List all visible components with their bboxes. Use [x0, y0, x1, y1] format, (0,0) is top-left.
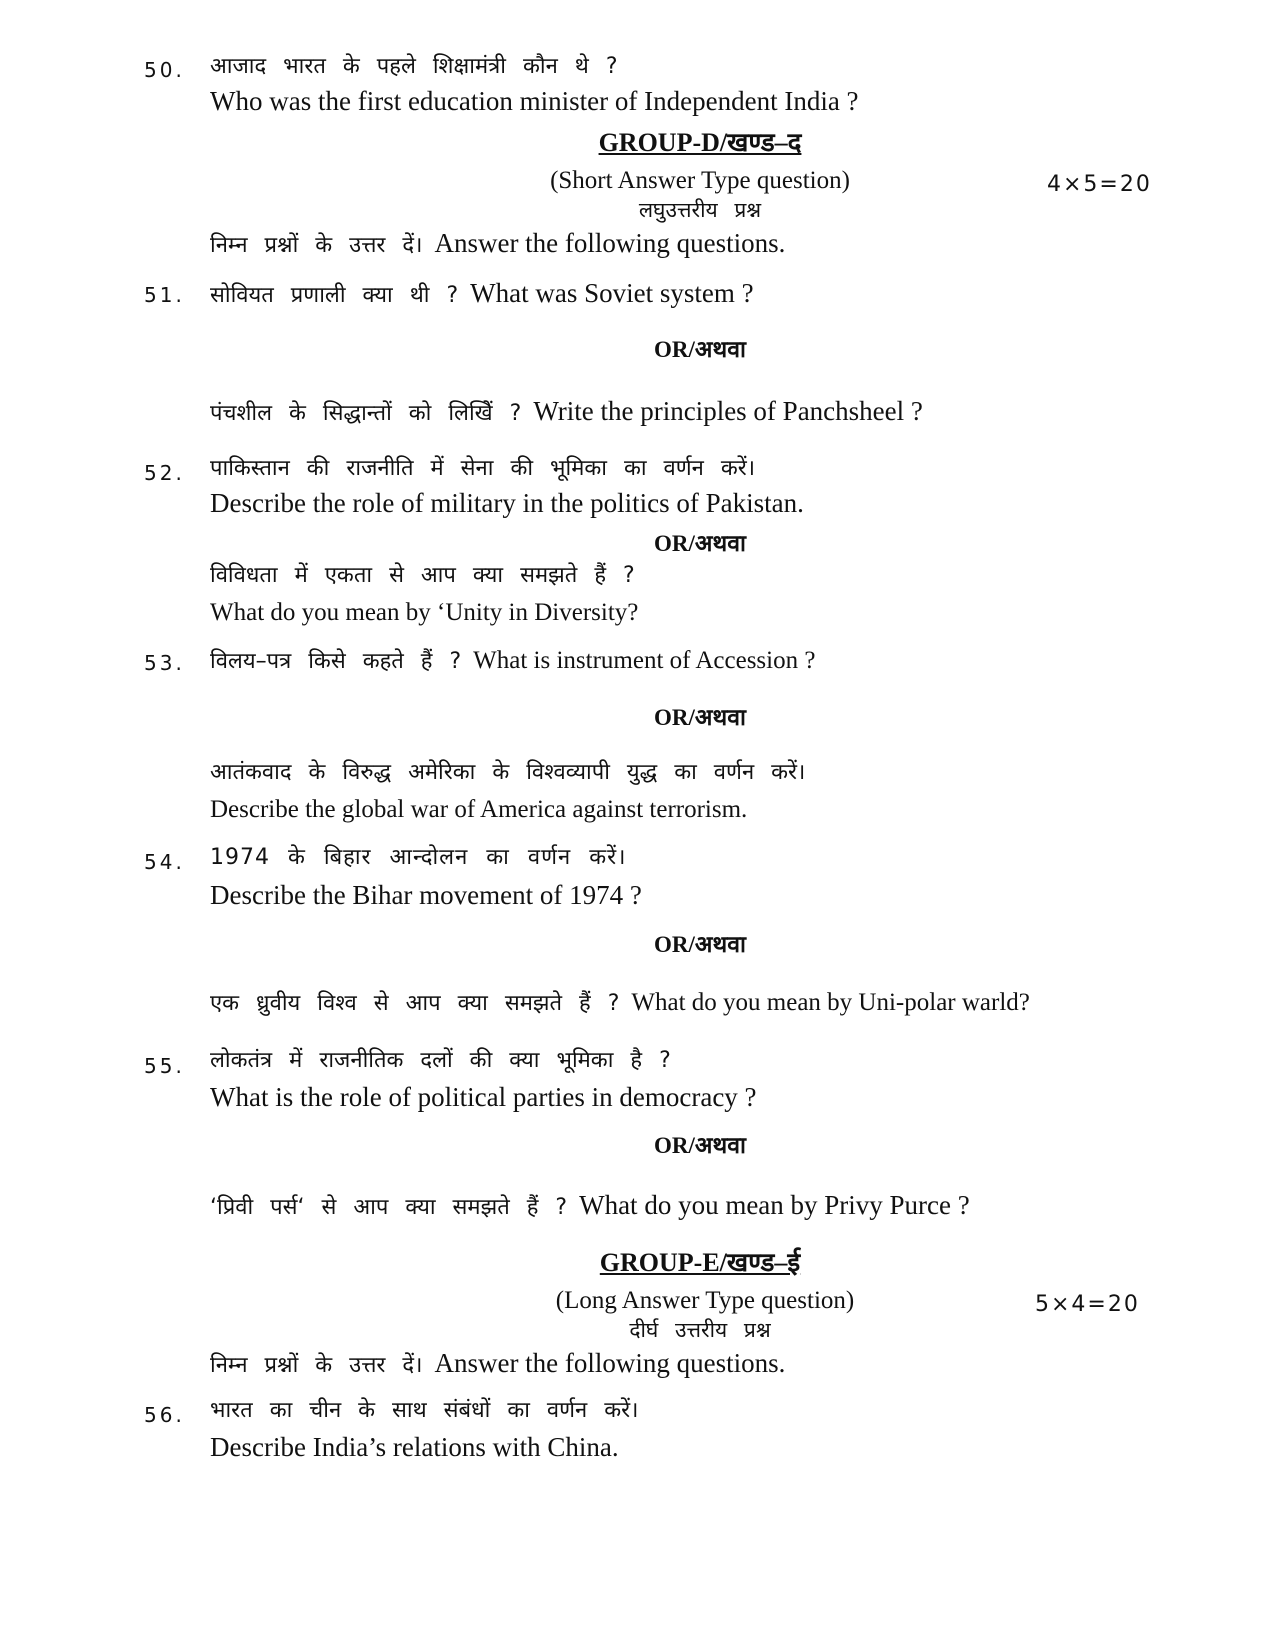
- question-50-hindi: आजाद भारत के पहले शिक्षामंत्री कौन थे ?: [210, 54, 618, 79]
- question-56-hindi: भारत का चीन के साथ संबंधों का वर्णन करें।: [210, 1398, 639, 1423]
- question-number-52: 52.: [144, 461, 185, 485]
- question-51-alternative: [210, 398, 923, 425]
- group-e-type-hindi: दीर्घ उत्तरीय प्रश्न: [629, 1318, 771, 1342]
- group-d-marks: 4×5=20: [1047, 172, 1152, 197]
- group-e-type: (Long Answer Type question): [555, 1287, 855, 1314]
- group-d-title: GROUP-D/खण्ड–द: [598, 128, 802, 157]
- group-e-instructions-english: Answer the following questions.: [434, 1348, 786, 1378]
- group-e-marks: 5×4=20: [1035, 1292, 1140, 1317]
- question-54-english: Describe the Bihar movement of 1974 ?: [210, 880, 642, 910]
- question-number-50: 50.: [144, 58, 185, 82]
- question-55-alternative: [210, 1192, 970, 1219]
- question-54-alt-english: What do you mean by Uni-polar warld?: [631, 989, 1030, 1016]
- question-52-alt-hindi: विविधता में एकता से आप क्या समझते हैं ?: [210, 563, 635, 588]
- or-label: OR/अथवा: [654, 932, 746, 957]
- question-55-hindi: लोकतंत्र में राजनीतिक दलों की क्या भूमिका है ?: [210, 1048, 671, 1073]
- question-53: [210, 648, 815, 673]
- or-label: OR/अथवा: [654, 1133, 746, 1158]
- group-d-instructions-hindi: निम्न प्रश्नों के उत्तर दें।: [210, 233, 423, 258]
- group-e-instructions-hindi: निम्न प्रश्नों के उत्तर दें।: [210, 1353, 423, 1378]
- question-52-alt-english: What do you mean by ‘Unity in Diversity?: [210, 599, 639, 626]
- or-label: OR/अथवा: [654, 531, 746, 556]
- group-d-instructions: [210, 230, 785, 257]
- question-55-alt-english: What do you mean by Privy Purce ?: [579, 1190, 970, 1220]
- question-53-alt-english: Describe the global war of America against terrorism.: [210, 796, 748, 823]
- question-54-alt-hindi: एक ध्रुवीय विश्व से आप क्या समझते हैं ?: [210, 991, 620, 1016]
- question-53-english: What is instrument of Accession ?: [473, 647, 816, 674]
- group-e-title: GROUP-E/खण्ड–ई: [599, 1248, 801, 1277]
- question-53-alt-hindi: आतंकवाद के विरुद्ध अमेरिका के विश्वव्यापी युद्ध का वर्णन करें।: [210, 760, 806, 785]
- question-52-english: Describe the role of military in the politics of Pakistan.: [210, 488, 804, 518]
- question-51-hindi: सोवियत प्रणाली क्या थी ?: [210, 283, 459, 308]
- question-number-54: 54.: [144, 850, 185, 874]
- question-55-alt-hindi: ‘प्रिवी पर्स‘ से आप क्या समझते हैं ?: [210, 1195, 568, 1220]
- question-56-english: Describe India’s relations with China.: [210, 1432, 619, 1462]
- group-d-instructions-english: Answer the following questions.: [434, 228, 786, 258]
- question-55-english: What is the role of political parties in democracy ?: [210, 1082, 757, 1112]
- question-51-alt-hindi: पंचशील के सिद्धान्तों को लिखिें ?: [210, 401, 522, 426]
- group-d-type: (Short Answer Type question): [550, 167, 850, 194]
- question-number-51: 51.: [144, 283, 185, 307]
- question-52-hindi: पाकिस्तान की राजनीति में सेना की भूमिका का वर्णन करें।: [210, 456, 756, 481]
- or-label: OR/अथवा: [654, 337, 746, 362]
- question-51-english: What was Soviet system ?: [470, 278, 754, 308]
- question-54-alternative: [210, 990, 1030, 1015]
- question-53-hindi: विलय–पत्र किसे कहते हैं ?: [210, 649, 462, 674]
- question-51: [210, 280, 754, 307]
- question-number-56: 56.: [144, 1403, 185, 1427]
- question-number-55: 55.: [144, 1054, 185, 1078]
- group-e-instructions: [210, 1350, 785, 1377]
- question-50-english: Who was the first education minister of Independent India ?: [210, 86, 859, 116]
- or-label: OR/अथवा: [654, 705, 746, 730]
- question-51-alt-english: Write the principles of Panchsheel ?: [533, 396, 923, 426]
- question-number-53: 53.: [144, 651, 185, 675]
- group-d-type-hindi: लघुउत्तरीय प्रश्न: [638, 198, 762, 222]
- question-54-hindi: 1974 के बिहार आन्दोलन का वर्णन करें।: [210, 845, 627, 870]
